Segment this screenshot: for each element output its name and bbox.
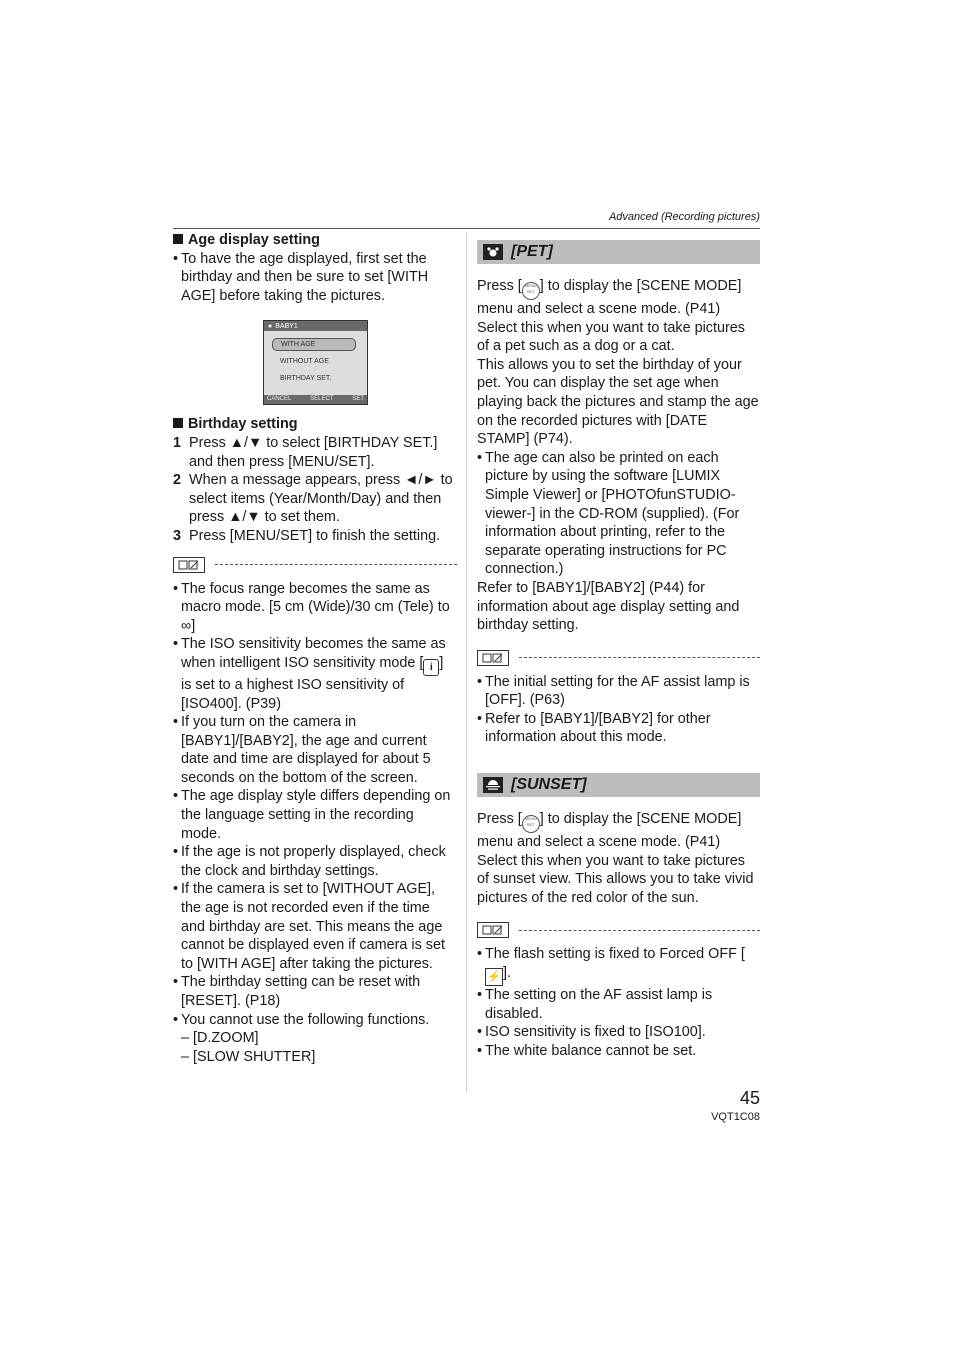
pet-paragraph: Refer to [BABY1]/[BABY2] (P44) for information about age display setting and birthday setting. [477,579,740,634]
right-column [477,240,760,1060]
age-display-heading: Age display setting [173,231,457,250]
note-pencil-icon [477,922,509,938]
screen-bottom-bar [264,395,367,404]
note-separator [477,647,760,669]
note-pencil-icon [173,557,205,573]
left-notes-list [173,580,457,1067]
sunset-paragraph: Select this when you want to take pictures of sunset view. This allows you to take vivid pictures of the red color of the sun. [477,852,754,906]
birthday-setting-heading: Birthday setting [173,415,457,434]
intelligent-iso-icon: i [423,659,439,676]
screen-select-label: SELECT [310,396,334,403]
square-bullet-icon [173,234,183,244]
note-pencil-icon [477,650,509,666]
birthday-steps [173,434,457,546]
dash-item: – [SLOW SHUTTER] [181,1048,316,1065]
page-number: 45 [739,1088,760,1108]
dash-item: – [D.ZOOM] [181,1030,259,1047]
list-item: • The age can also be printed on each picture by using the software [LUMIX Simple Viewer] or [PHOTOfunSTUDIO-viewer-] in the CD-ROM (supplied). (For information about printing, refer to the separate operating instructions for PC connection.) [477,449,760,579]
screen-set-label: SET [352,396,364,403]
screen-option-with-age: WITH AGE [272,338,356,351]
pet-press-text: Press [ MENU SET ] to display the [SCENE MODE] menu and select a scene mode. (P41) [477,278,742,317]
pet-title: [PET] [511,242,553,260]
sunset-icon [483,777,503,793]
list-item: • To have the age displayed, first set the birthday and then be sure to set [WITH AGE] before taking the pictures. [173,250,457,306]
age-display-list [173,250,457,306]
header-rule [173,228,760,229]
left-column [173,231,457,1066]
pet-paragraph: Select this when you want to take pictures of a pet such as a dog or a cat. [477,319,745,355]
sunset-title: [SUNSET] [511,775,587,793]
sunset-press-text: Press [ MENU SET ] to display the [SCENE MODE] menu and select a scene mode. (P41) [477,811,742,851]
camera-screen-illustration [263,320,368,405]
list-item: • If the camera is set to [WITHOUT AGE], the age is not recorded even if the time and birthday are set. This means the age cannot be displayed even if camera is set to [WITH AGE] after taking the pictures. [173,880,457,973]
running-header: Advanced (Recording pictures) [608,211,760,223]
pet-bullets [477,449,760,579]
list-item: • Refer to [BABY1]/[BABY2] for other information about this mode. [477,710,760,747]
list-item: • The setting on the AF assist lamp is disabled. [477,986,760,1023]
step-item: 1 Press ▲/▼ to select [BIRTHDAY SET.] and then press [MENU/SET]. [173,434,438,470]
sunset-title-bar [477,773,760,797]
list-item: • The focus range becomes the same as macro mode. [5 cm (Wide)/30 cm (Tele) to ∞] [173,580,457,636]
menu-set-button-icon: MENU SET [522,282,540,300]
list-item: • The white balance cannot be set. [477,1042,760,1061]
sunset-notes-list [477,945,760,1060]
list-item: • The initial setting for the AF assist lamp is [OFF]. (P63) [477,673,760,710]
note-separator [173,554,457,576]
step-item: 3 Press [MENU/SET] to finish the setting. [173,527,441,544]
square-bullet-icon [173,418,183,428]
screen-cancel-label: CANCEL [267,396,292,403]
document-code: VQT1C08 [711,1111,760,1123]
pet-body [477,277,760,635]
screen-option-without-age: WITHOUT AGE [280,358,329,366]
pet-icon [483,244,503,260]
flash-off-icon: ⚡ [485,968,503,986]
step-item: 2 When a message appears, press ◄/► to select items (Year/Month/Day) and then press ▲/▼ to set them. [173,472,453,526]
screen-title: BABY1 [275,322,298,330]
list-item: • The flash setting is fixed to Forced OFF [⚡ ]. [477,945,760,986]
list-item: • If the age is not properly displayed, check the clock and birthday settings. [173,843,457,880]
menu-set-button-icon: MENU SET [522,815,540,833]
list-item: • ISO sensitivity is fixed to [ISO100]. [477,1023,760,1042]
baby-icon: ● [268,322,273,330]
list-item: • If you turn on the camera in [BABY1]/[BABY2], the age and current date and time are displayed for about 5 seconds on the bottom of the screen. [173,713,457,787]
screen-option-birthday-set: BIRTHDAY SET. [280,375,332,383]
pet-notes-list [477,673,760,747]
pet-paragraph: This allows you to set the birthday of your pet. You can display the set age when playing back the pictures and stamp the age on the recorded pictures with [DATE STAMP] (P74). [477,356,759,448]
note-separator [477,919,760,941]
column-divider [466,232,467,1092]
list-item: • The ISO sensitivity becomes the same as when intelligent ISO sensitivity mode [ i ] is set to a highest ISO sensitivity of [ISO400]. (P39) [173,635,457,713]
pet-title-bar [477,240,760,264]
list-item: • The age display style differs depending on the language setting in the recording mode. [173,787,457,843]
sunset-body [477,810,760,907]
list-item: • The birthday setting can be reset with [RESET]. (P18) [173,973,457,1010]
list-item: • You cannot use the following functions. – [D.ZOOM] – [SLOW SHUTTER] [173,1011,457,1067]
screen-title-bar [264,321,367,331]
